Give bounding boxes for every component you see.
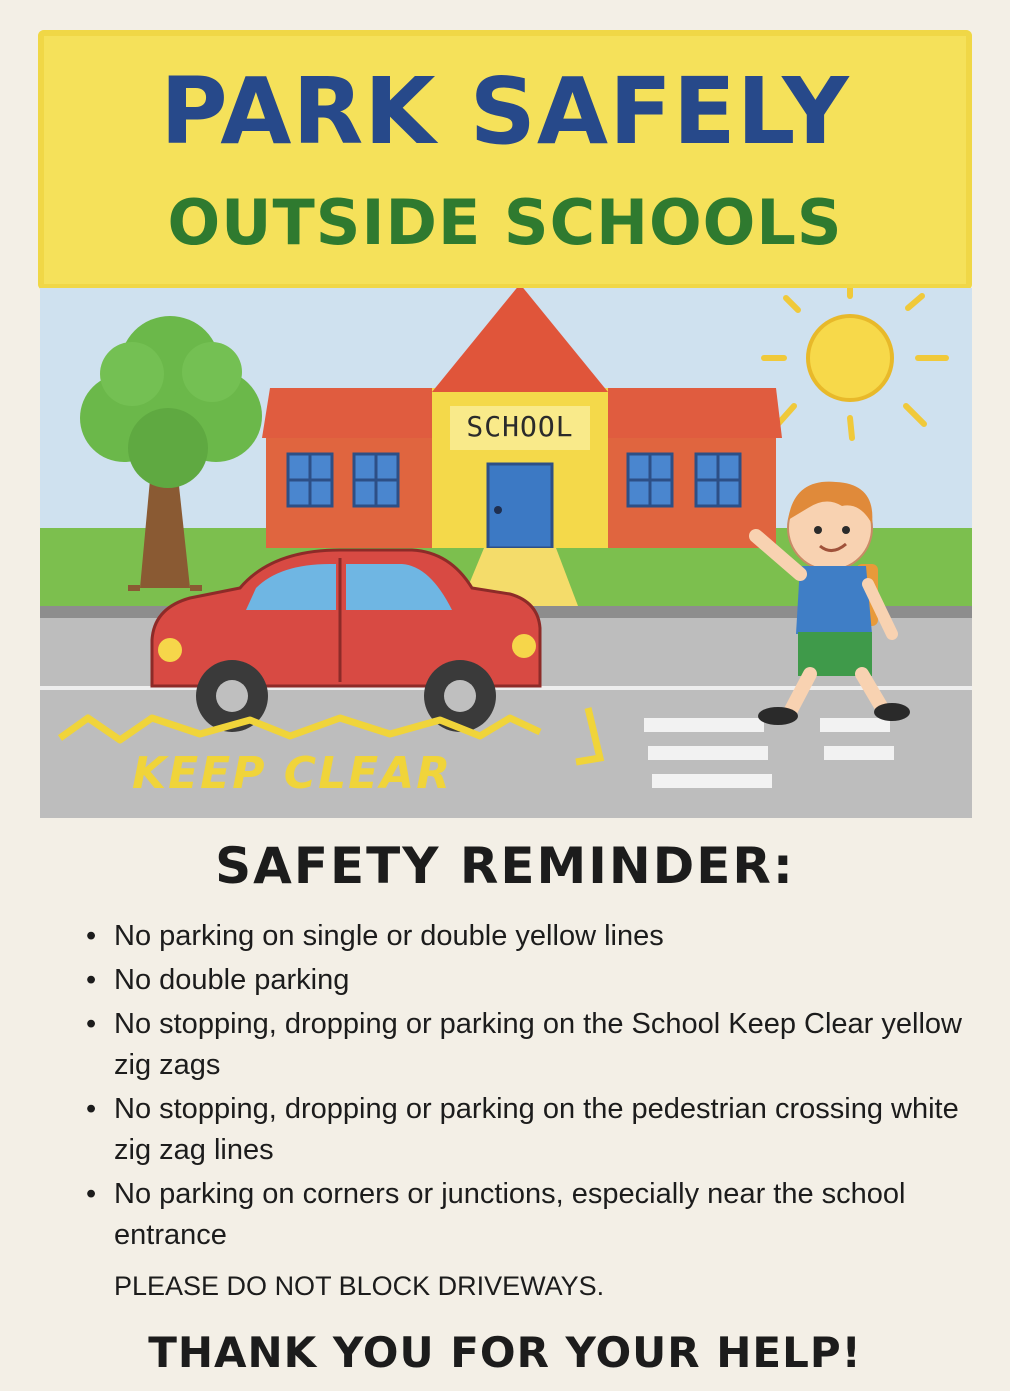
thank-you-message: THANK YOU FOR YOUR HELP! [148, 1328, 862, 1377]
title-line-2: OUTSIDE SCHOOLS [167, 186, 843, 259]
list-item: • No parking on corners or junctions, especially near the school entrance [84, 1174, 964, 1256]
title-banner [38, 30, 972, 290]
list-item: • No stopping, dropping or parking on the pedestrian crossing white zig zag lines [84, 1089, 964, 1171]
driveway-notice: PLEASE DO NOT BLOCK DRIVEWAYS. [114, 1271, 605, 1301]
school-scene-illustration [40, 288, 972, 818]
list-item: • No stopping, dropping or parking on the School Keep Clear yellow zig zags [84, 1004, 964, 1086]
keep-clear-marking: KEEP CLEAR [132, 748, 453, 799]
list-item: • No double parking [84, 960, 964, 1001]
school-sign: SCHOOL [466, 410, 574, 443]
safety-rules-list [84, 916, 964, 1259]
safety-reminder-heading: SAFETY REMINDER: [215, 837, 795, 895]
title-line-1: PARK SAFELY [160, 58, 850, 165]
list-item: • No parking on single or double yellow lines [84, 916, 964, 957]
